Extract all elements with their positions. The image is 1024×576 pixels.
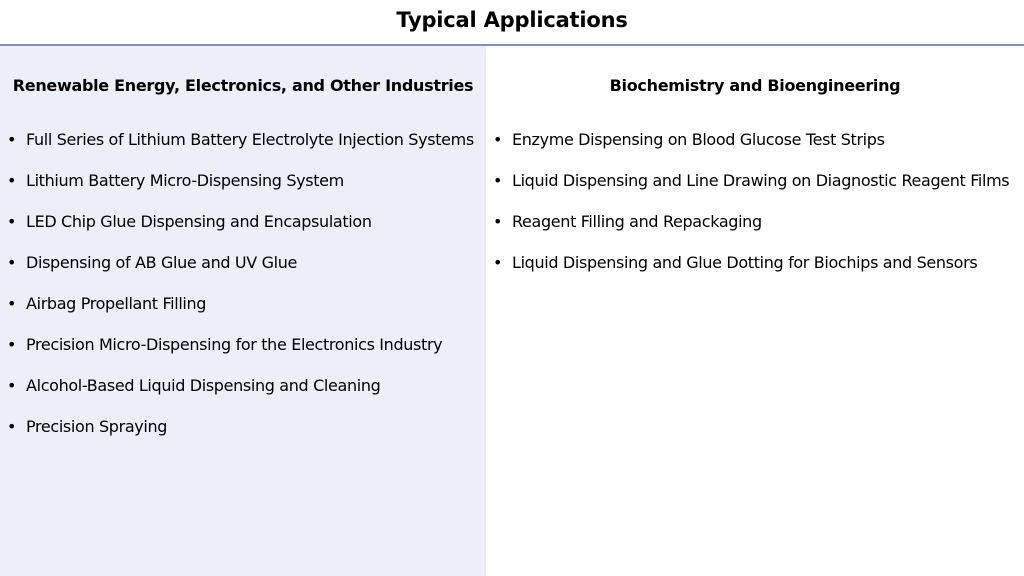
column-heading-industry: Renewable Energy, Electronics, and Other Industries <box>12 76 474 95</box>
bullet-icon: • <box>7 376 17 395</box>
bullet-icon: • <box>493 171 503 190</box>
bullet-icon: • <box>7 130 17 149</box>
list-item-text: LED Chip Glue Dispensing and Encapsulation <box>26 212 372 231</box>
bullet-icon: • <box>493 253 503 272</box>
list-item-text: Enzyme Dispensing on Blood Glucose Test Strips <box>512 130 885 149</box>
industry-list <box>0 130 486 458</box>
list-item <box>0 212 486 253</box>
list-item-text: Liquid Dispensing and Line Drawing on Diagnostic Reagent Films <box>512 171 1010 190</box>
list-item <box>486 130 1024 171</box>
slide-header <box>0 0 1024 46</box>
bullet-icon: • <box>7 294 17 313</box>
biochem-list <box>486 130 1024 294</box>
list-item <box>486 212 1024 253</box>
list-item <box>0 335 486 376</box>
biochem-column <box>486 46 1024 576</box>
industry-column <box>0 46 486 576</box>
list-item <box>0 171 486 212</box>
list-item <box>486 171 1024 212</box>
list-item-text: Reagent Filling and Repackaging <box>512 212 762 231</box>
list-item-text: Precision Micro-Dispensing for the Electronics Industry <box>26 335 443 354</box>
bullet-icon: • <box>493 130 503 149</box>
list-item <box>0 130 486 171</box>
bullet-icon: • <box>7 417 17 436</box>
bullet-icon: • <box>7 212 17 231</box>
list-item-text: Lithium Battery Micro-Dispensing System <box>26 171 344 190</box>
list-item-text: Liquid Dispensing and Glue Dotting for Biochips and Sensors <box>512 253 978 272</box>
list-item-text: Precision Spraying <box>26 417 168 436</box>
list-item-text: Dispensing of AB Glue and UV Glue <box>26 253 298 272</box>
list-item <box>0 417 486 458</box>
list-item <box>486 253 1024 294</box>
bullet-icon: • <box>493 212 503 231</box>
list-item <box>0 294 486 335</box>
list-item <box>0 376 486 417</box>
bullet-icon: • <box>7 253 17 272</box>
list-item-text: Airbag Propellant Filling <box>26 294 207 313</box>
column-heading-biochem: Biochemistry and Bioengineering <box>609 76 901 95</box>
bullet-icon: • <box>7 171 17 190</box>
list-item <box>0 253 486 294</box>
list-item-text: Full Series of Lithium Battery Electrolyte Injection Systems <box>26 130 474 149</box>
bullet-icon: • <box>7 335 17 354</box>
slide-title: Typical Applications <box>396 8 628 32</box>
list-item-text: Alcohol-Based Liquid Dispensing and Cleaning <box>26 376 381 395</box>
